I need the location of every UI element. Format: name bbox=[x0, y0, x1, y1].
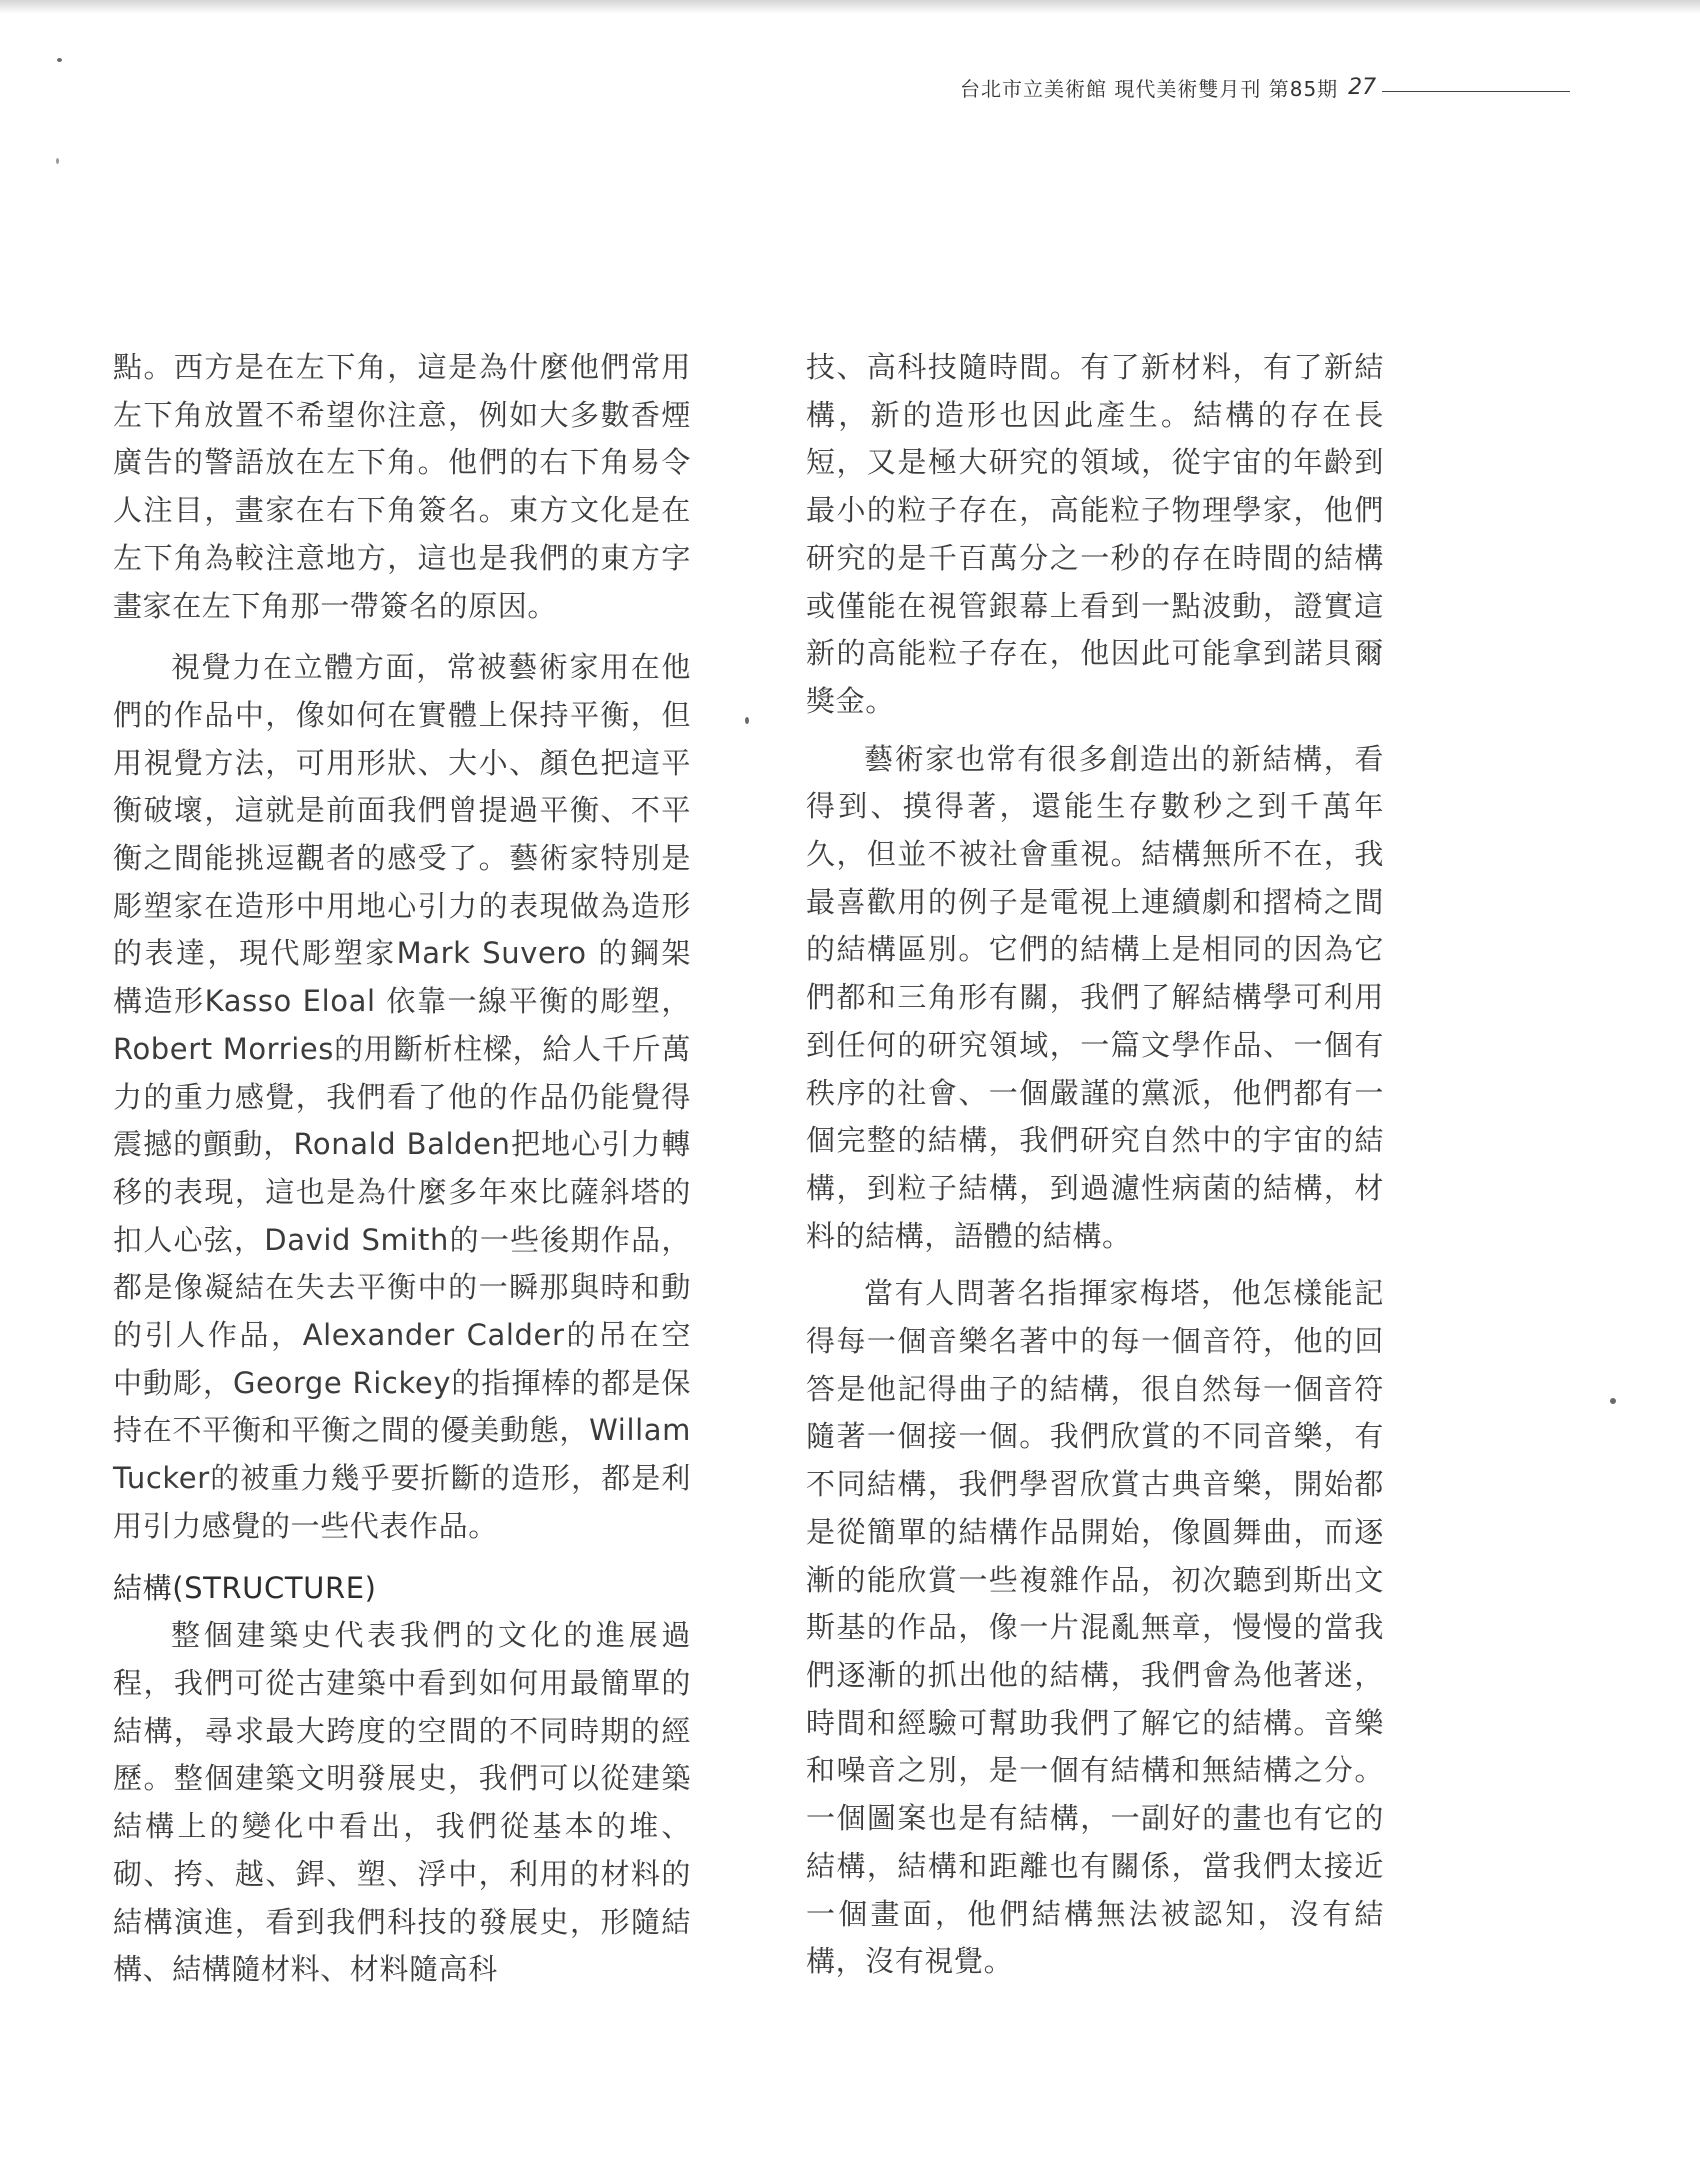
left-column bbox=[113, 344, 691, 1994]
paragraph: 當有人問著名指揮家梅塔，他怎樣能記得每一個音樂名著中的每一個音符，他的回答是他記得曲子的結構，很自然每一個音符隨著一個接一個。我們欣賞的不同音樂，有不同結構，我們學習欣賞古典音樂，開始都是從簡單的結構作品開始，像圓舞曲，而逐漸的能欣賞一些複雜作品，初次聽到斯出文斯基的作品，像一片混亂無章，慢慢的當我們逐漸的抓出他的結構，我們會為他著迷，時間和經驗可幫助我們了解它的結構。音樂和噪音之別，是一個有結構和無結構之分。一個圖案也是有結構，一副好的畫也有它的結構，結構和距離也有關係，當我們太接近一個畫面，他們結構無法被認知，沒有結構，沒有視覺。 bbox=[806, 1276, 1384, 1979]
journal-title: 台北市立美術館 現代美術雙月刊 第85期 bbox=[960, 76, 1339, 101]
header-rule bbox=[1382, 91, 1570, 92]
paragraph: 視覺力在立體方面，常被藝術家用在他們的作品中，像如何在實體上保持平衡，但用視覺方法，可用形狀、大小、顏色把這平衡破壞，這就是前面我們曾提過平衡、不平衡之間能挑逗觀者的感受了。藝術家特別是彫塑家在造形中用地心引力的表現做為造形的表達，現代彫塑家Mark Suvero 的鋼架構造形Kasso Eloal 依靠一線平衡的彫塑，Robert Morries的用斷析柱樑，給人千斤萬力的重力感覺，我們看了他的作品仍能覺得震撼的顫動，Ronald Balden把地心引力轉移的表現，這也是為什麼多年來比薩斜塔的扣人心弦，David Smith的一些後期作品，都是像凝結在失去平衡中的一瞬那與時和動的引人作品，Alexander Calder的吊在空中動彫，George Rickey的指揮棒的都是保持在不平衡和平衡之間的優美動態，Willam Tucker的被重力幾乎要折斷的造形，都是利用引力感覺的一些代表作品。 bbox=[113, 650, 691, 1543]
paragraph: 藝術家也常有很多創造出的新結構，看得到、摸得著，還能生存數秒之到千萬年久，但並不被社會重視。結構無所不在，我最喜歡用的例子是電視上連續劇和摺椅之間的結構區別。它們的結構上是相同的因為它們都和三角形有關，我們了解結構學可利用到任何的研究領域，一篇文學作品、一個有秩序的社會、一個嚴謹的黨派，他們都有一個完整的結構，我們研究自然中的宇宙的結構，到粒子結構，到過濾性病菌的結構，材料的結構，語體的結構。 bbox=[806, 741, 1384, 1253]
scan-speck bbox=[1610, 1398, 1616, 1404]
running-header bbox=[960, 70, 1570, 104]
paragraph: 點。西方是在左下角，這是為什麼他們常用左下角放置不希望你注意，例如大多數香煙廣告的警語放在左下角。他們的右下角易令人注目，畫家在右下角簽名。東方文化是在左下角為較注意地方，這也是我們的東方字畫家在左下角那一帶簽名的原因。 bbox=[113, 350, 691, 623]
section-heading: 結構(STRUCTURE) bbox=[113, 1570, 377, 1605]
scan-speck bbox=[56, 158, 59, 164]
scan-speck bbox=[57, 58, 62, 62]
paragraph: 整個建築史代表我們的文化的進展過程，我們可從古建築中看到如何用最簡單的結構，尋求最大跨度的空間的不同時期的經歷。整個建築文明發展史，我們可以從建築結構上的變化中看出，我們從基本的堆、砌、挎、越、銲、塑、浮中，利用的材料的結構演進，看到我們科技的發展史，形隨結構、結構隨材料、材料隨高科 bbox=[113, 1618, 691, 1987]
page-number: 27 bbox=[1348, 74, 1377, 100]
scan-top-shade bbox=[0, 0, 1700, 14]
paragraph: 技、高科技隨時間。有了新材料，有了新結構，新的造形也因此產生。結構的存在長短，又是極大研究的領域，從宇宙的年齡到最小的粒子存在，高能粒子物理學家，他們研究的是千百萬分之一秒的存在時間的結構或僅能在視管銀幕上看到一點波動，證實這新的高能粒子存在，他因此可能拿到諾貝爾獎金。 bbox=[806, 350, 1384, 718]
right-column bbox=[806, 344, 1384, 1986]
scan-speck bbox=[745, 717, 749, 724]
